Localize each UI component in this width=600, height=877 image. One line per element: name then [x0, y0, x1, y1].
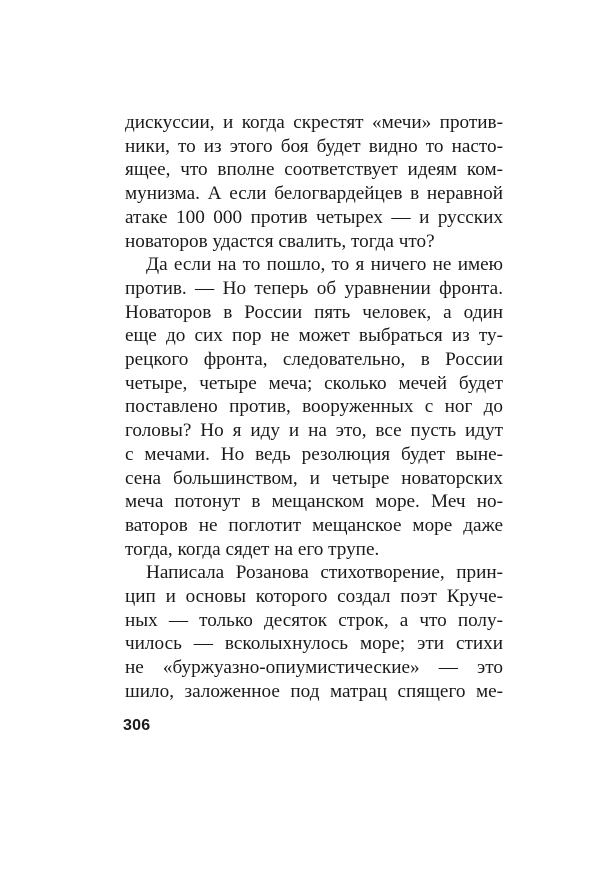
- text-line: тогда, когда сядет на его трупе.: [125, 538, 380, 560]
- text-line: Написала Розанова стихотворение, прин-: [146, 562, 503, 584]
- text-line: Новаторов в России пять человек, а один: [125, 301, 503, 323]
- text-line: новаторов удастся свалить, тогда что?: [125, 230, 435, 252]
- text-line: сена большинством, и четыре новаторских: [125, 467, 503, 489]
- text-line: Да если на то пошло, то я ничего не имею: [146, 254, 503, 276]
- text-line: головы? Но я иду и на это, все пусть идут: [125, 420, 503, 442]
- text-line: шило, заложенное под матрац спящего ме-: [125, 680, 503, 702]
- text-line: ники, то из этого боя будет видно то насто-: [125, 135, 503, 157]
- text-line: с мечами. Но ведь резолюция будет выне-: [125, 443, 503, 465]
- text-line: еще до сих пор не может выбраться из ту-: [125, 325, 503, 347]
- text-line: рецкого фронта, следовательно, в России: [125, 349, 503, 371]
- text-line: не «буржуазно-опиумистические» — это: [125, 657, 503, 679]
- text-line: дискуссии, и когда скрестят «мечи» против-: [125, 112, 503, 133]
- text-line: против. — Но теперь об уравнении фронта.: [125, 277, 503, 299]
- text-line: поставлено против, вооруженных с ног до: [125, 396, 503, 418]
- text-line: мунизма. А если белогвардейцев в неравной: [125, 183, 503, 205]
- body-text: [125, 111, 503, 704]
- page-number: 306: [123, 717, 151, 734]
- text-line: четыре, четыре меча; сколько мечей будет: [125, 372, 503, 394]
- text-line: цип и основы которого создал поэт Круче-: [125, 586, 503, 608]
- text-line: ящее, что вполне соответствует идеям ком-: [125, 159, 503, 181]
- text-line: ваторов не поглотит мещанское море даже: [125, 514, 503, 536]
- text-line: меча потонут в мещанском море. Меч но-: [125, 491, 503, 513]
- text-line: ных — только десяток строк, а что полу-: [125, 609, 503, 631]
- text-line: чилось — всколыхнулось море; эти стихи: [125, 633, 503, 655]
- text-line: атаке 100 000 против четырех — и русских: [125, 206, 503, 228]
